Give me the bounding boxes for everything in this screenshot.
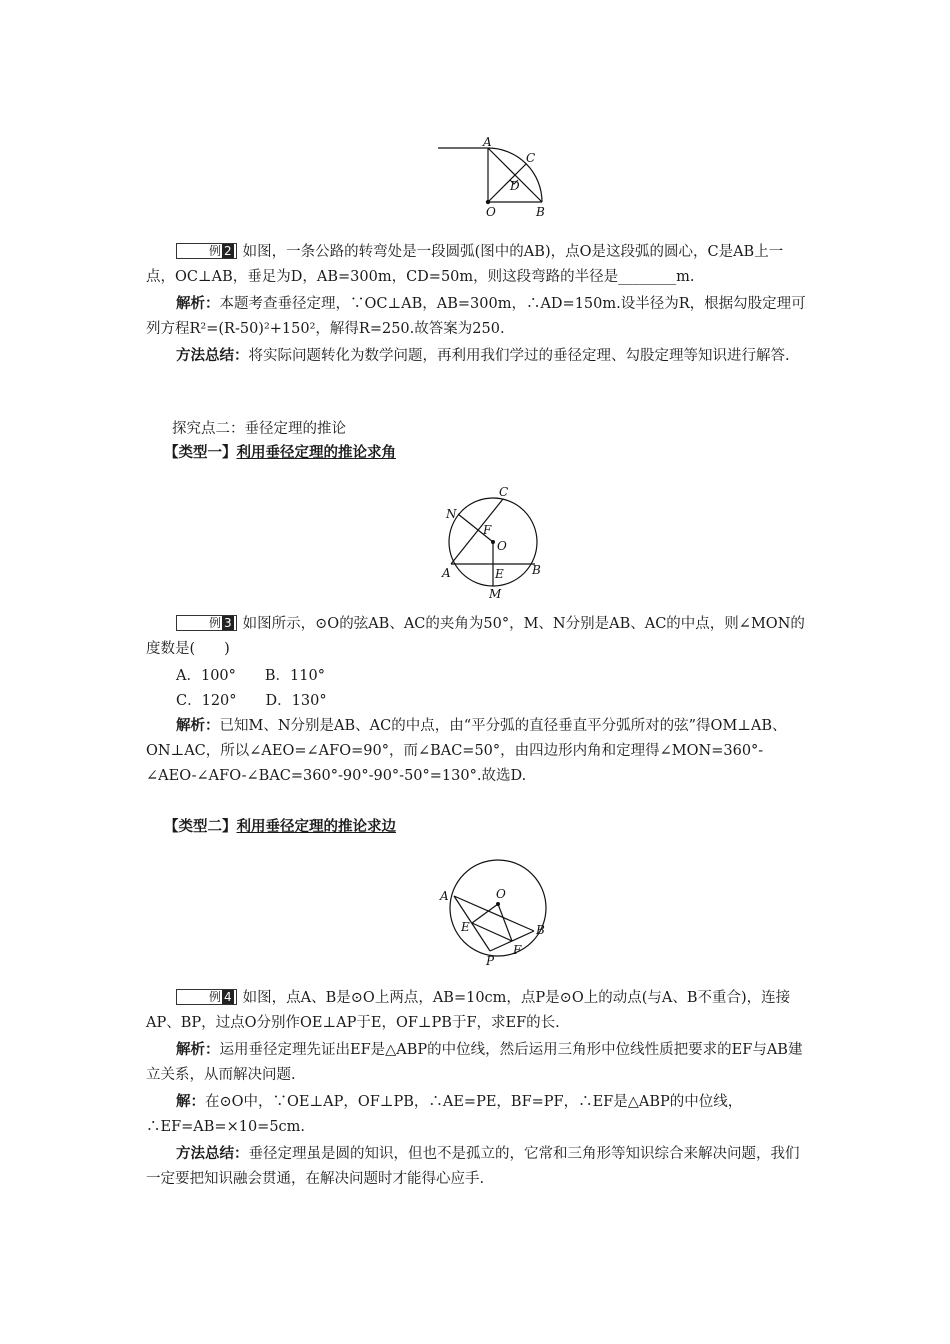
example3-options-row2: C．120° D．130° <box>176 693 327 709</box>
example-tag: 例 3 <box>176 615 237 631</box>
label-A: A <box>442 566 451 580</box>
label-D: D <box>510 179 520 193</box>
example4-solution: 解：在⊙O中，∵OE⊥AP，OF⊥PB，∴AE=PE，BF=PF，∴EF是△ABP的中位线，∴EF=AB=×10=5cm. <box>146 1094 743 1135</box>
label-B: B <box>536 205 545 219</box>
example3-question: 例 3 如图所示，⊙O的弦AB、AC的夹角为50°，M、N分别是AB、AC的中点，则∠MON的度数是( ) <box>146 616 805 657</box>
label-A: A <box>440 889 449 903</box>
example2-method: 方法总结：将实际问题转化为数学问题，再利用我们学过的垂径定理、勾股定理等知识进行解答. <box>176 348 790 364</box>
type2-heading: 【类型二】利用垂径定理的推论求边 <box>164 819 396 835</box>
section2-title: 探究点二：垂径定理的推论 <box>172 421 346 437</box>
figure-circle-mon <box>436 484 556 604</box>
label-B: B <box>536 923 545 937</box>
example4-analysis: 解析：运用垂径定理先证出EF是△ABP的中位线，然后运用三角形中位线性质把要求的EF与AB建立关系，从而解决问题. <box>146 1042 803 1083</box>
figure-road-arc <box>430 134 560 224</box>
label-B: B <box>532 563 541 577</box>
example-tag: 例 2 <box>176 243 237 259</box>
example2-analysis: 解析：本题考查垂径定理，∵OC⊥AB，AB=300m，∴AD=150m.设半径为R，根据勾股定理可列方程R²=(R-50)²+150²，解得R=250.故答案为250. <box>146 296 806 337</box>
example4-method: 方法总结：垂径定理虽是圆的知识，但也不是孤立的，它常和三角形等知识综合来解决问题，我们一定要把知识融会贯通，在解决问题时才能得心应手. <box>146 1146 800 1187</box>
label-N: N <box>446 507 457 521</box>
label-C: C <box>499 485 509 499</box>
label-E: E <box>495 567 504 581</box>
label-O: O <box>496 887 506 901</box>
label-O: O <box>486 205 496 219</box>
example4-question: 例 4 如图，点A、B是⊙O上两点，AB=10cm，点P是⊙O上的动点(与A、B不重合)，连接AP、BP，过点O分别作OE⊥AP于E，OF⊥PB于F，求EF的长. <box>146 990 791 1031</box>
figure-circle-abp <box>434 856 554 971</box>
type1-heading: 【类型一】利用垂径定理的推论求角 <box>164 445 396 461</box>
label-C: C <box>526 151 536 165</box>
label-P: P <box>486 954 495 968</box>
label-M: M <box>489 587 502 601</box>
example3-options-row1: A．100° B．110° <box>176 668 325 684</box>
label-F: F <box>513 943 522 957</box>
example-tag: 例 4 <box>176 989 237 1005</box>
example2-question: 例 2 如图，一条公路的转弯处是一段圆弧(图中的AB)，点O是这段弧的圆心，C是AB上一点，OC⊥AB，垂足为D，AB=300m，CD=50m，则这段弯路的半径是________m. <box>146 244 784 285</box>
label-F: F <box>483 523 492 537</box>
label-O: O <box>497 539 507 553</box>
example3-analysis: 解析：已知M、N分别是AB、AC的中点，由“平分弧的直径垂直平分弧所对的弦”得OM⊥AB、ON⊥AC，所以∠AEO=∠AFO=90°，而∠BAC=50°，由四边形内角和定理得∠MON=360°-∠AEO-∠AFO-∠BAC=360°-90°-90°-50°=130°.故选D. <box>146 718 787 784</box>
label-A: A <box>483 135 492 149</box>
label-E: E <box>461 920 470 934</box>
